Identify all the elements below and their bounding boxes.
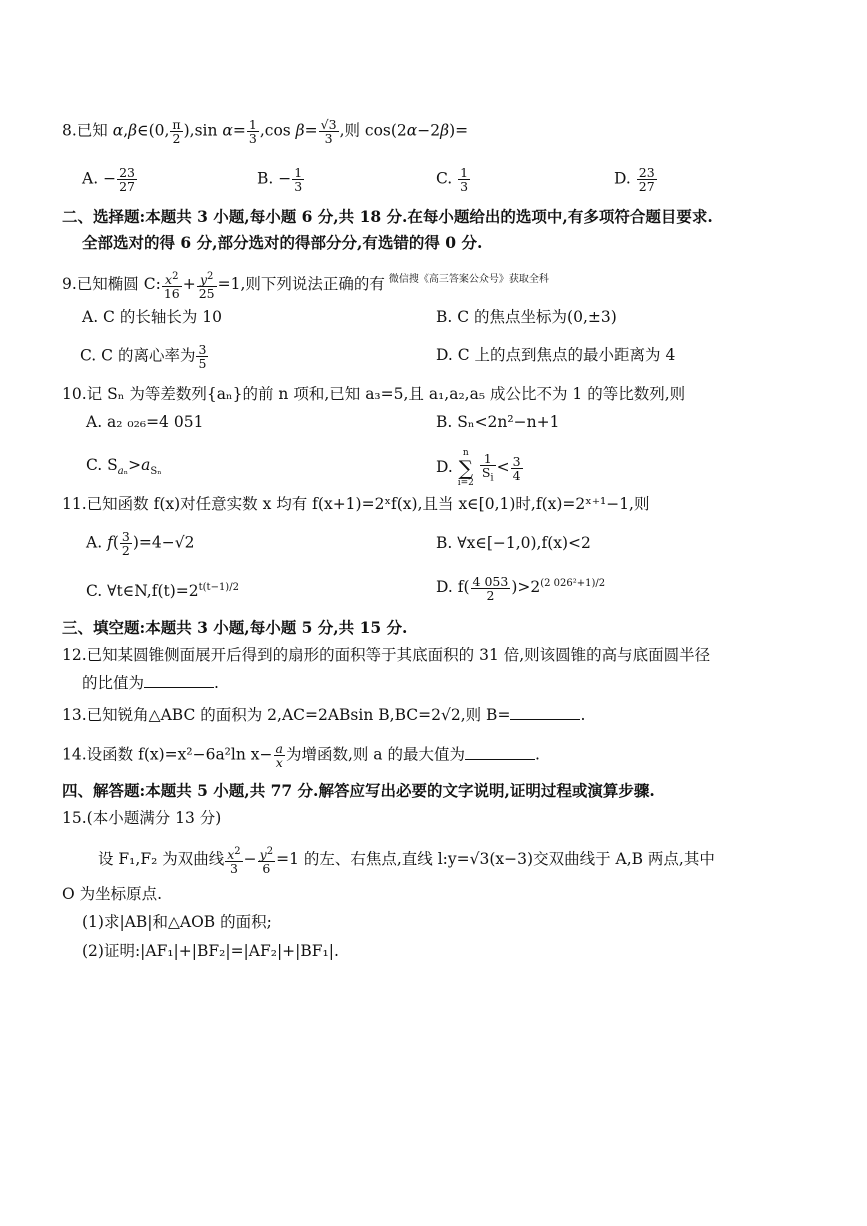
q8-option-b: B. − $\frac{1}{3}$ xyxy=(257,165,303,194)
q9-stem: 9.已知椭圆 C: $\frac{x^2}{16}$ + $\frac{y^2}{25}$ =1,则下列说法正确的有 $^{微信搜《高三答案公众号》获取全科}$ xyxy=(62,271,549,302)
q10-stem: 10.记 Sₙ 为等差数列{aₙ}的前 n 项和,已知 a₃=5,且 a₁,a₂,a₅ 成公比不为 1 的等比数列,则 xyxy=(62,385,686,403)
q10-option-b: B. Sₙ<2n²−n+1 xyxy=(436,413,560,431)
answer-blank xyxy=(144,673,214,688)
q11-stem: 11.已知函数 f(x)对任意实数 x 均有 f(x+1)=2ˣf(x),且当 x∈[0,1)时,f(x)=2ˣ⁺¹−1,则 xyxy=(62,495,650,513)
q15-header: 15.(本小题满分 13 分) xyxy=(62,809,222,827)
q12-line1: 12.已知某圆锥侧面展开后得到的扇形的面积等于其底面积的 31 倍,则该圆锥的高与底面圆半径 xyxy=(62,646,711,664)
section2-line1: 二、选择题:本题共 3 小题,每小题 6 分,共 18 分.在每小题给出的选项中,有多项符合题目要求. xyxy=(62,207,713,226)
section2-line2: 全部选对的得 6 分,部分选对的得部分分,有选错的得 0 分. xyxy=(82,233,483,252)
q8-option-a: A. − $\frac{23}{27}$ xyxy=(82,165,135,194)
q8-option-c: C. $\frac{1}{3}$ xyxy=(436,165,469,194)
q9-option-d: D. C 上的点到焦点的最小距离为 4 xyxy=(436,346,676,364)
option-label: A. xyxy=(82,169,99,188)
q10-option-d: D. n ∑ i=2 $\frac{1}{S_i}$ < $\frac{3}{4}$ xyxy=(436,448,521,488)
q11-option-b: B. ∀x∈[−1,0),f(x)<2 xyxy=(436,534,591,552)
watermark-note: 微信搜《高三答案公众号》获取全科 xyxy=(388,274,549,286)
q15-line2: O 为坐标原点. xyxy=(62,885,163,903)
section4-title: 四、解答题:本题共 5 小题,共 77 分.解答应写出必要的文字说明,证明过程或演算步骤. xyxy=(62,781,655,800)
q14-stem: 14.设函数 f(x)=x²−6a²ln x− $\frac{a}{x}$ 为增函数,则 a 的最大值为 . xyxy=(62,741,540,770)
q11-option-a: A. f( $\frac{3}{2}$ )=4−√2 xyxy=(86,529,195,558)
q13-stem: 13.已知锐角△ABC 的面积为 2,AC=2ABsin B,BC=2√2,则 B= . xyxy=(62,706,586,724)
q9-option-a: A. C 的长轴长为 10 xyxy=(82,308,222,326)
answer-blank xyxy=(510,705,580,720)
q11-option-c: C. $\forall t\in N,f(t)=2^{t(t-1)/2}$ xyxy=(86,582,239,601)
q15-line1: 设 F₁,F₂ 为双曲线 $\frac{x^2}{3}$ − $\frac{y^2}{6}$ =1 的左、右焦点,直线 l:y=√3(x−3)交双曲线于 A,B 两点,其中 xyxy=(98,846,715,877)
answer-blank xyxy=(465,745,535,760)
summation-icon: n ∑ i=2 xyxy=(457,448,474,488)
q9-option-b: B. C 的焦点坐标为(0,±3) xyxy=(436,308,617,326)
q9-option-c: C. C 的离心率为 $\frac{3}{5}$ xyxy=(80,342,207,371)
q8-stem: 8.已知 α,β∈(0, $\frac{\pi}{2}$ ),sin α= $\frac{1}{3}$ ,cos β= $\frac{√3}{3}$ ,则 cos(2α−2β)= xyxy=(62,117,469,146)
q10-option-c: C. $S_{a_n}>a_{S_n}$ xyxy=(86,456,162,478)
q11-option-d: D. f( $\frac{4 053}{2}$ )$>2^{(2 026^2+1)/2}$ xyxy=(436,573,606,603)
q10-option-a: A. a₂ ₀₂₆=4 051 xyxy=(86,413,204,431)
q12-line2: 的比值为 . xyxy=(82,674,219,692)
q8-option-d: D. $\frac{23}{27}$ xyxy=(614,165,655,194)
q15-part2: (2)证明:|AF₁|+|BF₂|=|AF₂|+|BF₁|. xyxy=(82,942,339,960)
q15-part1: (1)求|AB|和△AOB 的面积; xyxy=(82,913,272,931)
section3-title: 三、填空题:本题共 3 小题,每小题 5 分,共 15 分. xyxy=(62,618,408,637)
